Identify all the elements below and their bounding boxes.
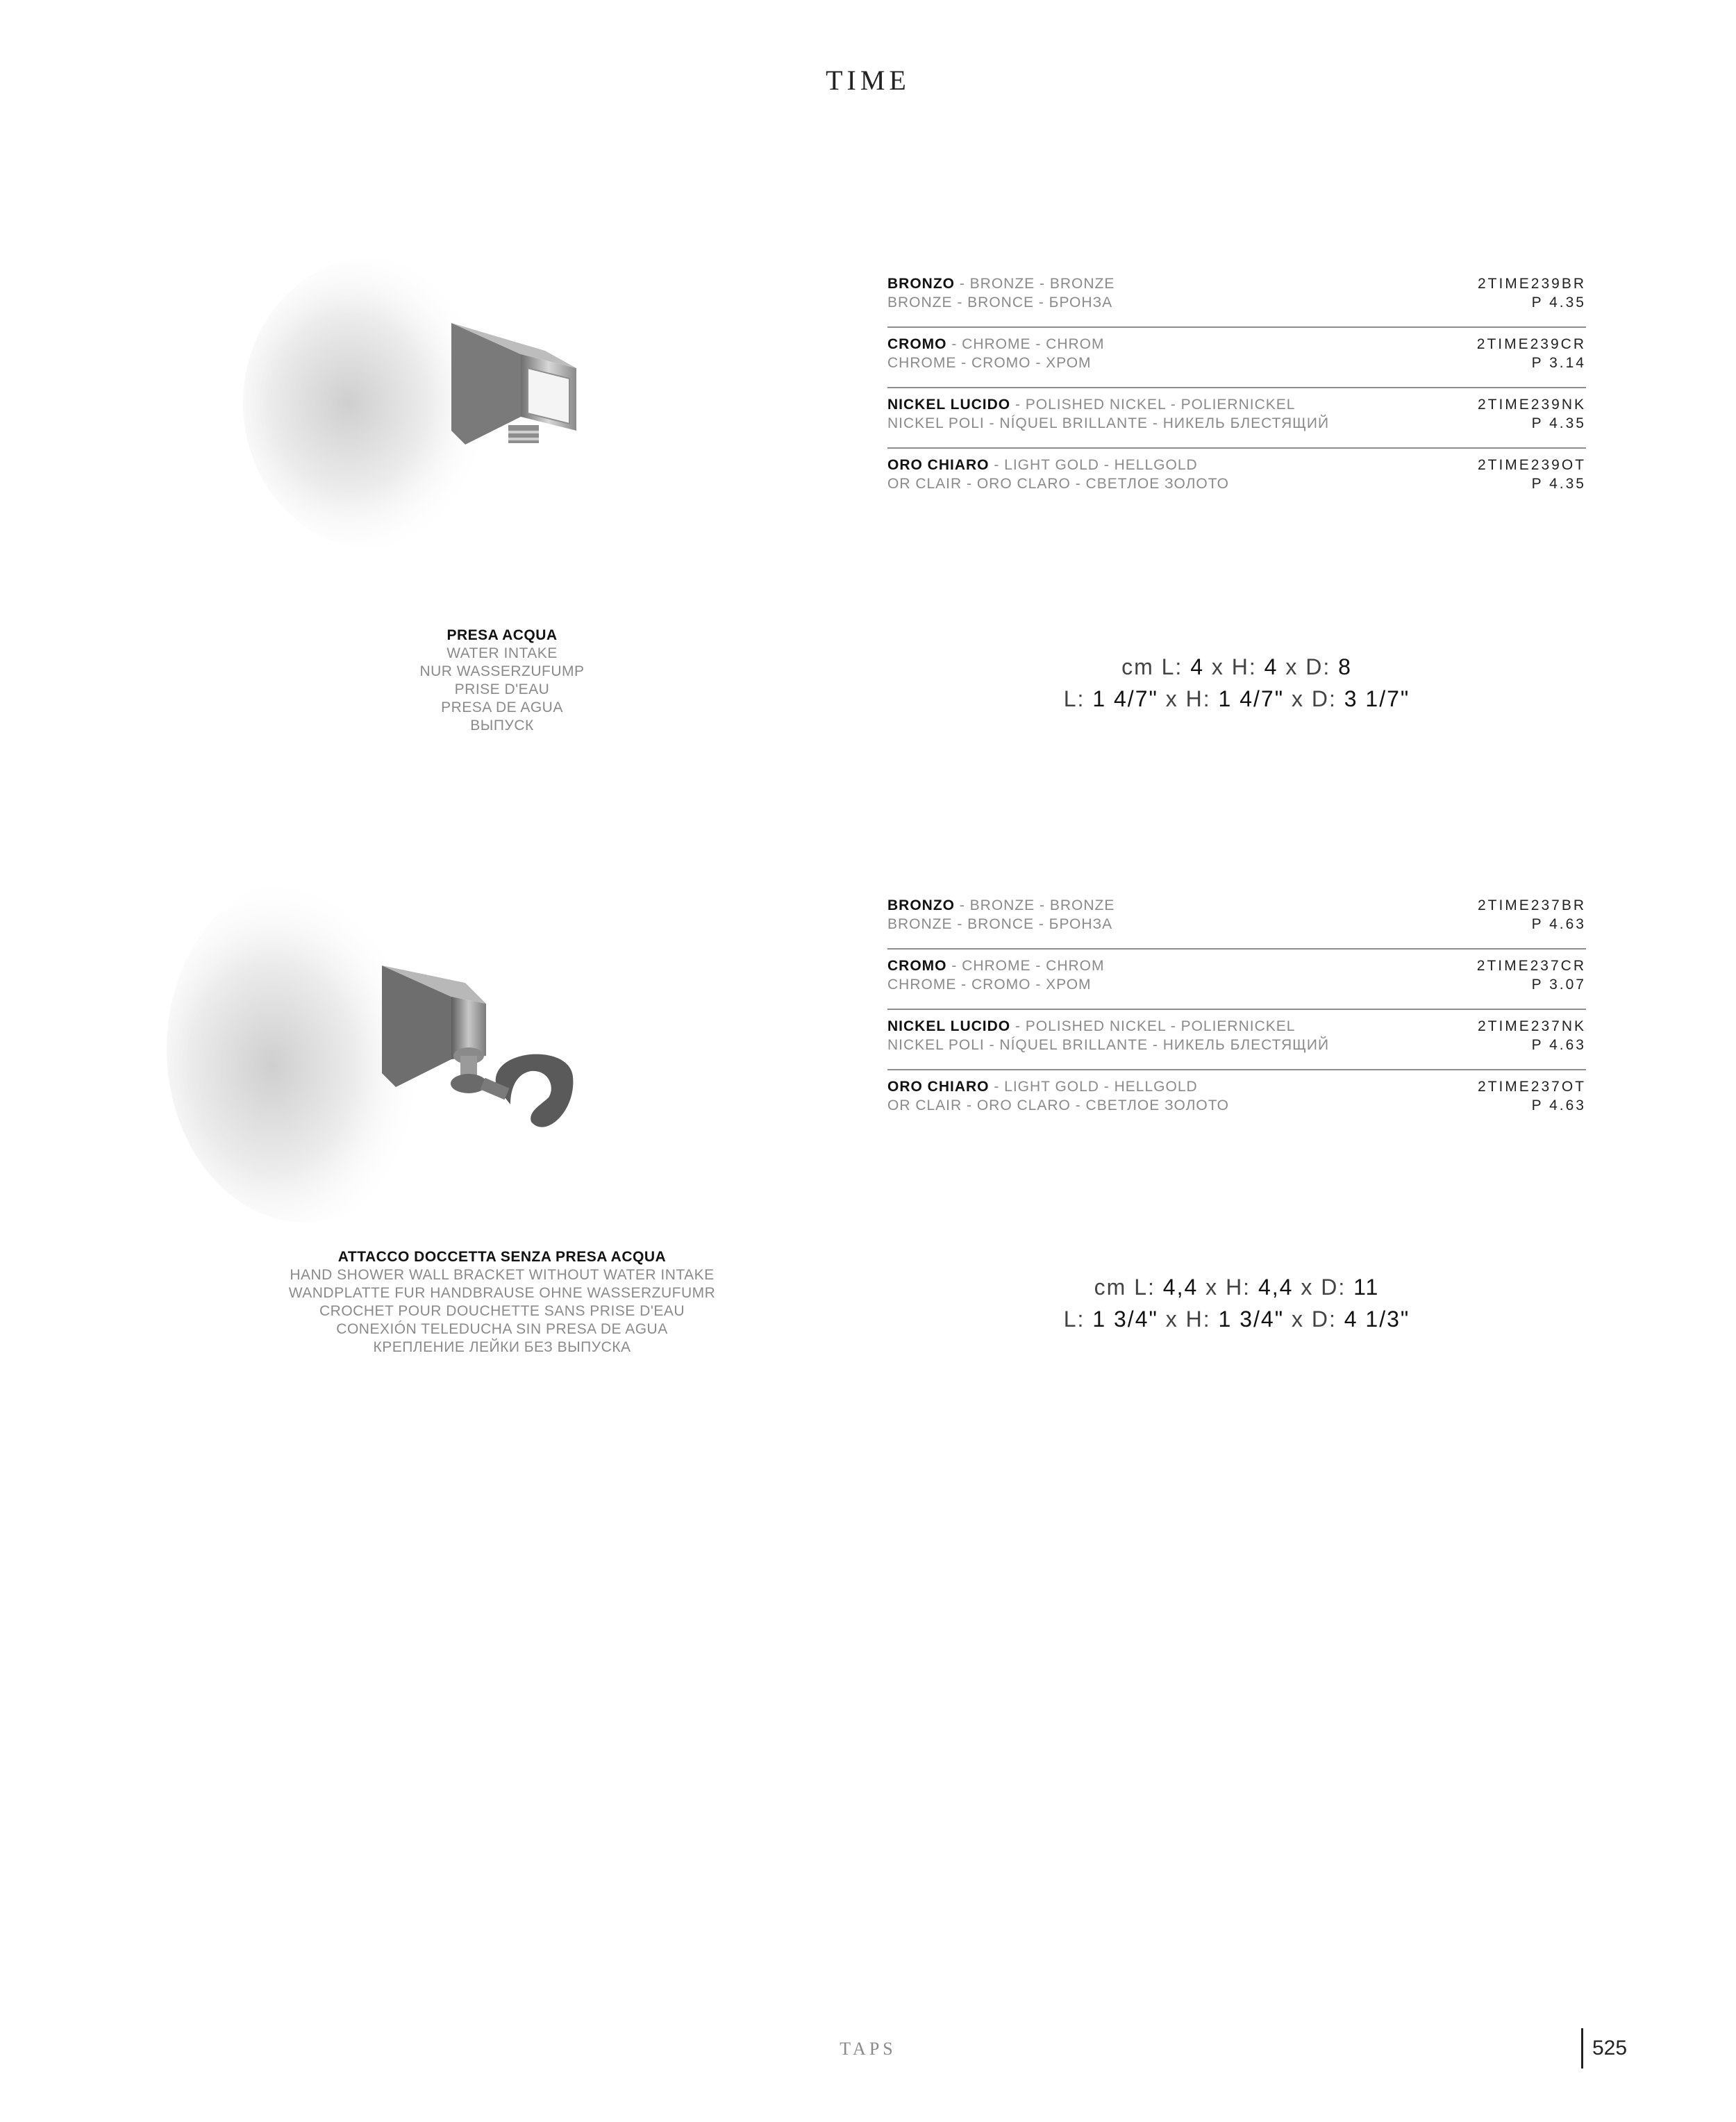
finish-name-line2: CHROME - CROMO - ХРОМ — [887, 977, 1092, 993]
dimensions-in — [887, 1303, 1586, 1335]
finish-name-translations: - CHROME - CHROM — [946, 958, 1105, 974]
finish-name-it: ORO CHIARO — [887, 1079, 990, 1095]
dim-depth: 3 1/7" — [1344, 686, 1410, 711]
dimensions-in — [887, 683, 1586, 715]
finish-name-translations: - LIGHT GOLD - HELLGOLD — [989, 1079, 1198, 1095]
product-name-es: PRESA DE AGUA — [441, 699, 563, 715]
dim-depth: 11 — [1353, 1275, 1380, 1300]
dim-label: x D: — [1301, 1275, 1346, 1300]
product-code: 2TIME237CR — [1476, 958, 1586, 974]
finish-name-it: CROMO — [887, 958, 947, 974]
finish-name-translations: - POLISHED NICKEL - POLIERNICKEL — [1010, 397, 1296, 413]
dim-label: L: — [1063, 1307, 1085, 1332]
finish-name-it: BRONZO — [887, 276, 955, 292]
dim-unit: cm — [1094, 1275, 1127, 1300]
price: P 4.63 — [1531, 1037, 1586, 1053]
variant-row[interactable] — [887, 267, 1586, 328]
finish-name-it: CROMO — [887, 336, 947, 352]
price: P 4.63 — [1531, 1097, 1586, 1113]
product-code: 2TIME239CR — [1476, 336, 1586, 352]
dim-label: x H: — [1211, 654, 1257, 679]
page-number-divider — [1581, 2028, 1583, 2069]
price: P 3.07 — [1531, 977, 1586, 993]
dimensions-cm — [887, 651, 1586, 683]
finish-name-translations: - LIGHT GOLD - HELLGOLD — [989, 457, 1198, 473]
finish-name-translations: - BRONZE - BRONZE — [955, 897, 1115, 913]
product-name-es: CONEXIÓN TELEDUCHA SIN PRESA DE AGUA — [336, 1321, 668, 1337]
finish-name-it: NICKEL LUCIDO — [887, 1018, 1011, 1034]
product-name-fr: PRISE D'EAU — [454, 681, 550, 697]
dim-label: x D: — [1291, 1307, 1337, 1332]
price: P 4.35 — [1531, 295, 1586, 310]
dim-unit: cm — [1121, 654, 1154, 679]
product-name-de: WANDPLATTE FUR HANDBRAUSE OHNE WASSERZUFUMR — [288, 1285, 716, 1301]
price: P 4.63 — [1531, 916, 1586, 932]
product-code: 2TIME237NK — [1477, 1018, 1586, 1034]
dim-height: 1 4/7" — [1218, 686, 1285, 711]
variant-row[interactable] — [887, 1070, 1586, 1129]
water-intake-product-image — [229, 236, 618, 563]
product-name-en: HAND SHOWER WALL BRACKET WITHOUT WATER INTAKE — [290, 1267, 715, 1283]
variant-row[interactable] — [887, 449, 1586, 508]
variant-table — [887, 267, 1586, 508]
hand-shower-bracket-product-image — [160, 847, 618, 1236]
product-name-en: WATER INTAKE — [446, 645, 558, 661]
dim-label: L: — [1134, 1275, 1155, 1300]
finish-name-it: ORO CHIARO — [887, 457, 990, 473]
dimensions — [887, 1271, 1586, 1335]
dim-label: x H: — [1165, 686, 1211, 711]
finish-name-translations: - BRONZE - BRONZE — [955, 276, 1115, 292]
product-name-it: PRESA ACQUA — [446, 627, 558, 643]
dim-height: 1 3/4" — [1218, 1307, 1285, 1332]
dim-depth: 4 1/3" — [1344, 1307, 1410, 1332]
price: P 4.35 — [1531, 415, 1586, 431]
product-code: 2TIME239BR — [1477, 276, 1586, 292]
product-name-ru: ВЫПУСК — [470, 718, 534, 733]
product-code: 2TIME239OT — [1477, 457, 1586, 473]
dim-label: x H: — [1205, 1275, 1251, 1300]
product-code: 2TIME237OT — [1477, 1079, 1586, 1095]
page-number: 525 — [1592, 2037, 1628, 2059]
product-code: 2TIME239NK — [1477, 397, 1586, 413]
dimensions — [887, 651, 1586, 715]
dim-label: L: — [1063, 686, 1085, 711]
product-name-block — [224, 1248, 780, 1357]
variant-row[interactable] — [887, 328, 1586, 388]
dim-height: 4,4 — [1258, 1275, 1294, 1300]
dim-depth: 8 — [1338, 654, 1352, 679]
dim-length: 4,4 — [1162, 1275, 1199, 1300]
finish-name-it: BRONZO — [887, 897, 955, 913]
product-name-de: NUR WASSERZUFUMP — [419, 663, 585, 679]
product-code: 2TIME237BR — [1477, 897, 1586, 913]
dim-label: L: — [1161, 654, 1183, 679]
variant-row[interactable] — [887, 1010, 1586, 1070]
price: P 4.35 — [1531, 476, 1586, 492]
finish-name-line2: CHROME - CROMO - ХРОМ — [887, 355, 1092, 371]
finish-name-line2: BRONZE - BRONCE - БРОНЗА — [887, 295, 1113, 310]
price: P 3.14 — [1531, 355, 1586, 371]
product-name-fr: CROCHET POUR DOUCHETTE SANS PRISE D'EAU — [319, 1303, 685, 1319]
variant-row[interactable] — [887, 950, 1586, 1010]
finish-name-line2: OR CLAIR - ORO CLARO - СВЕТЛОЕ ЗОЛОТО — [887, 1097, 1229, 1113]
dim-label: x H: — [1165, 1307, 1211, 1332]
section-label: TAPS — [840, 2039, 896, 2059]
dim-label: x D: — [1285, 654, 1331, 679]
dim-length: 4 — [1190, 654, 1204, 679]
finish-name-translations: - CHROME - CHROM — [946, 336, 1105, 352]
product-name-ru: КРЕПЛЕНИЕ ЛЕЙКИ БЕЗ ВЫПУСКА — [373, 1339, 631, 1355]
finish-name-line2: OR CLAIR - ORO CLARO - СВЕТЛОЕ ЗОЛОТО — [887, 476, 1229, 492]
finish-name-it: NICKEL LUCIDO — [887, 397, 1011, 413]
variant-table — [887, 889, 1586, 1129]
dim-label: x D: — [1291, 686, 1337, 711]
dim-length: 1 3/4" — [1092, 1307, 1158, 1332]
dim-length: 1 4/7" — [1092, 686, 1158, 711]
variant-row[interactable] — [887, 388, 1586, 449]
finish-name-line2: BRONZE - BRONCE - БРОНЗА — [887, 916, 1113, 932]
finish-name-line2: NICKEL POLI - NÍQUEL BRILLANTE - НИКЕЛЬ БЛЕСТЯЩИЙ — [887, 415, 1330, 431]
finish-name-translations: - POLISHED NICKEL - POLIERNICKEL — [1010, 1018, 1296, 1034]
product-name-block — [294, 627, 710, 735]
dimensions-cm — [887, 1271, 1586, 1303]
product-name-it: ATTACCO DOCCETTA SENZA PRESA ACQUA — [337, 1249, 667, 1265]
dim-height: 4 — [1264, 654, 1278, 679]
finish-name-line2: NICKEL POLI - NÍQUEL BRILLANTE - НИКЕЛЬ БЛЕСТЯЩИЙ — [887, 1037, 1330, 1053]
page-title: TIME — [826, 65, 910, 96]
variant-row[interactable] — [887, 889, 1586, 950]
